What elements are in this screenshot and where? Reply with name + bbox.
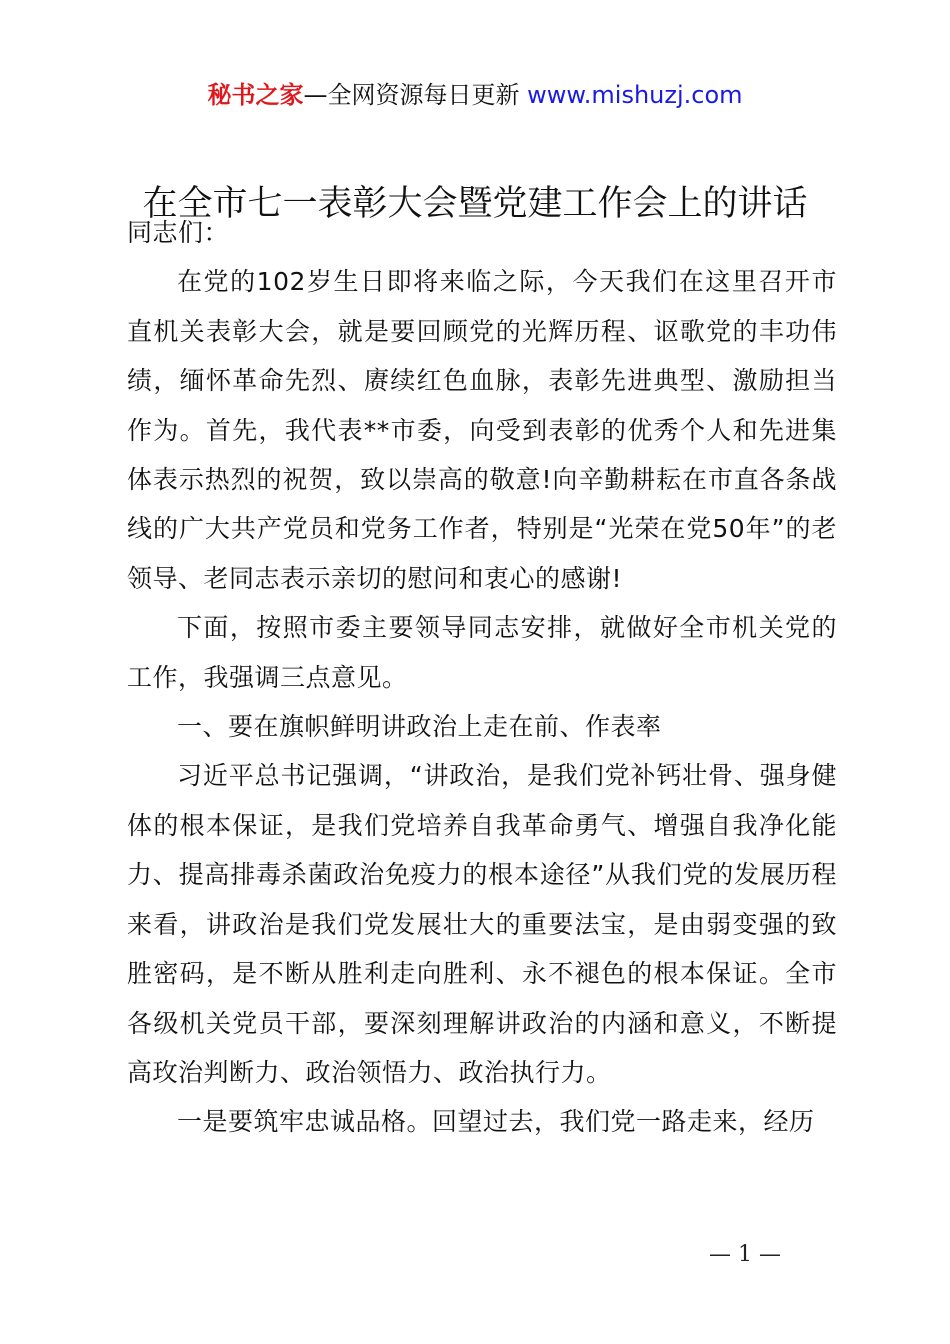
paragraph-loyalty: 一是要筑牢忠诚品格。回望过去，我们党一路走来，经历 bbox=[177, 1107, 815, 1137]
document-title: 在全市七一表彰大会暨党建工作会上的讲话 bbox=[142, 184, 808, 224]
salutation: 同志们： bbox=[127, 218, 230, 247]
paragraph-opening: 在党的102岁生日即将来临之际，今天我们在这里召开市直机关表彰大会，就是要回顾党的光辉历程、讴歌党的丰功伟绩，缅怀革命先烈、赓续红色血脉，表彰先进典型、激励担当作为。首先，我代表**市委，向受到表彰的优秀个人和先进集体表示热烈的祝贺，致以崇高的敬意!向辛勤耕耘在市直各条战线的广大共产党员和党务工作者，特别是“光荣在党50年”的老领导、老同志表示亲切的慰问和衷心的感谢! bbox=[127, 267, 837, 593]
site-tagline: —全网资源每日更新 bbox=[303, 81, 528, 109]
site-brand: 秘书之家 bbox=[207, 81, 304, 109]
page-number: — 1 — bbox=[709, 1242, 781, 1267]
paragraph-intro: 下面，按照市委主要领导同志安排，就做好全市机关党的工作，我强调三点意见。 bbox=[127, 613, 837, 692]
section-heading-1: 一、要在旗帜鲜明讲政治上走在前、作表率 bbox=[177, 712, 662, 742]
site-header bbox=[0, 78, 950, 112]
paragraph-politics: 习近平总书记强调，“讲政治，是我们党补钙壮骨、强身健体的根本保证，是我们党培养自我革命勇气、增强自我净化能力、提高排毒杀菌政治免疫力的根本途径”从我们党的发展历程来看，讲政治是我们党发展壮大的重要法宝，是由弱变强的致胜密码，是不断从胜利走向胜利、永不褪色的根本保证。全市各级机关党员干部，要深刻理解讲政治的内涵和意义，不断提高玫治判断力、政治领悟力、政治执行力。 bbox=[127, 761, 837, 1087]
site-url-link[interactable]: www.mishuzj.com bbox=[527, 81, 743, 109]
document-body bbox=[127, 208, 837, 1147]
